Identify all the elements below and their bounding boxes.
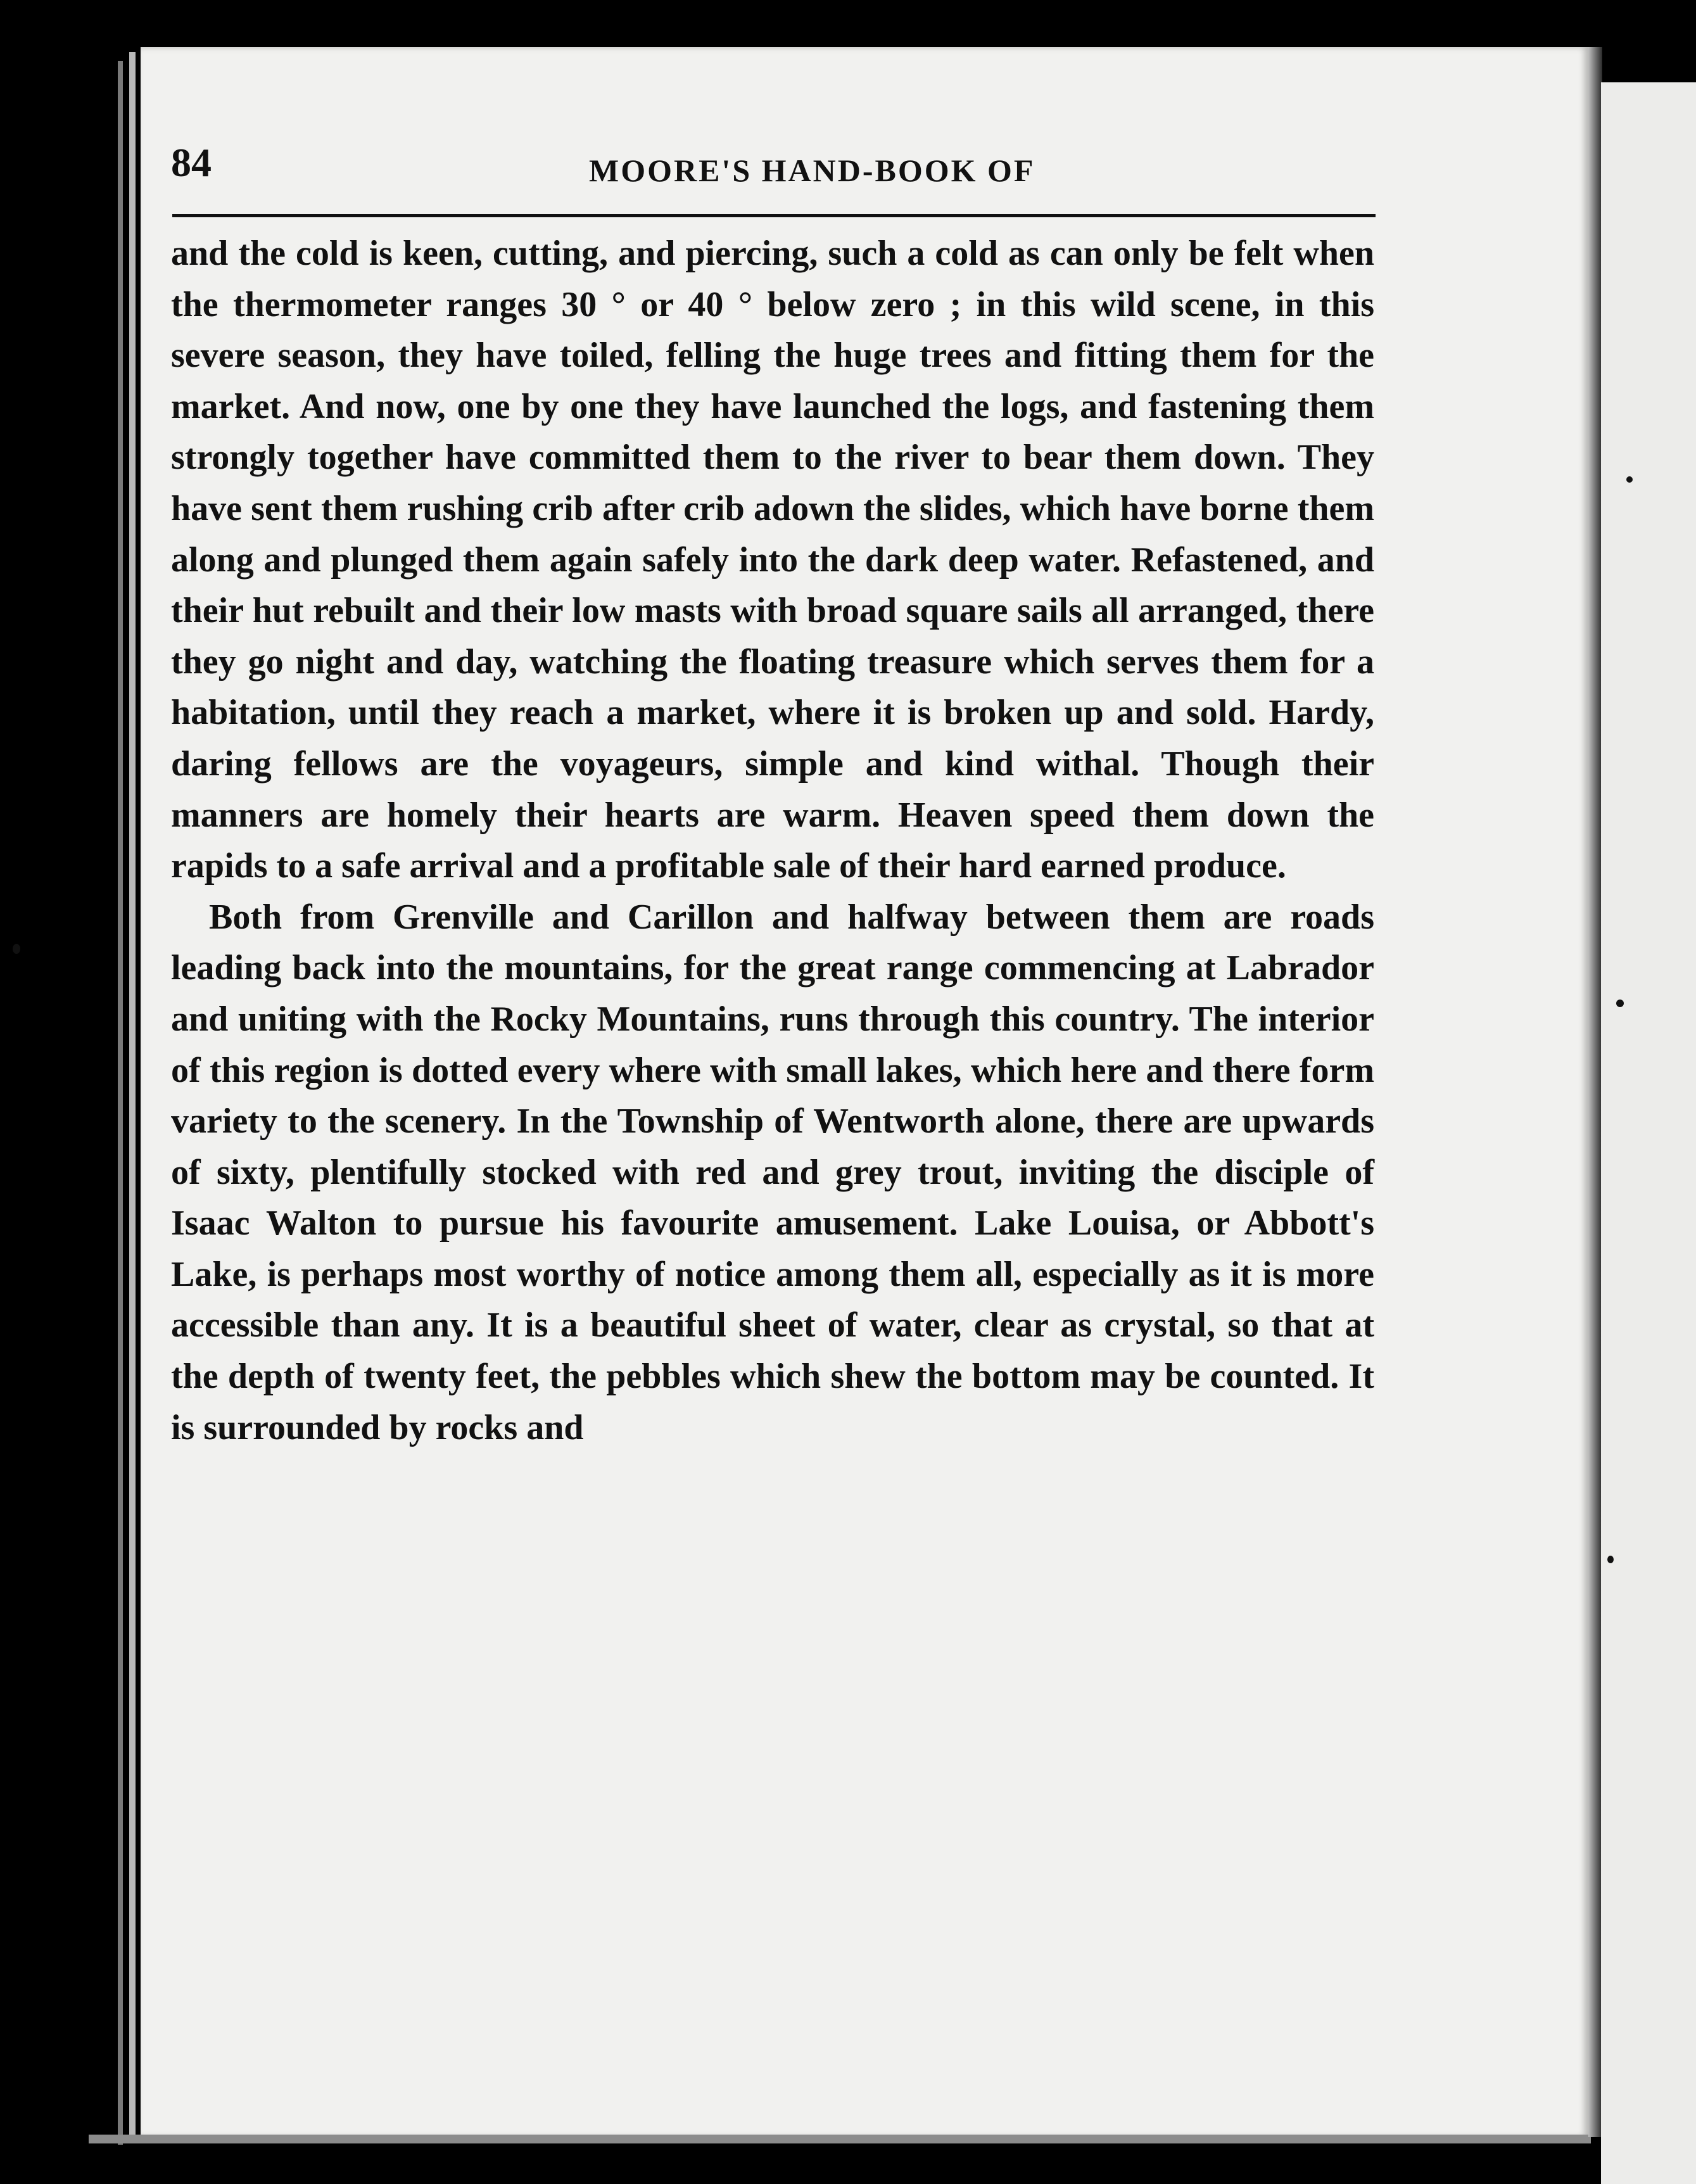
gutter-shadow <box>1588 47 1602 2137</box>
ink-speck <box>1626 476 1633 483</box>
page-edge <box>129 52 136 2142</box>
paragraph: and the cold is keen, cutting, and piercing, such a cold as can only be felt when the thermometer ranges 30 ° or 40 ° below zero ; in this wild scene, in this severe season, they have toiled, felling the huge trees and fitting them for the market. And now, one by one they have launched the logs, and fastening them strongly together have committed them to the river to bear them down. They have sent them rushing crib after crib adown the slides, which have borne them along and plunged them again safely into the dark deep water. Refastened, and their hut rebuilt and their low masts with broad square sails all arranged, there they go night and day, watching the floating treasure which serves them for a habitation, until they reach a market, where it is broken up and sold. Hardy, daring fellows are the voyageurs, simple and kind withal. Though their manners are homely their hearts are warm. Heaven speed them down the rapids to a safe arrival and a profitable sale of their hard earned produce. <box>171 234 1374 886</box>
page-edge <box>89 2135 1591 2143</box>
facing-page-edge <box>1601 82 1696 2184</box>
page-number: 84 <box>171 140 212 185</box>
body-text <box>171 228 1374 1453</box>
ink-speck <box>1616 1000 1624 1007</box>
paragraph: Both from Grenville and Carillon and halfway between them are roads leading back into the mountains, for the great range commencing at Labrador and uniting with the Rocky Mountains, runs through this country. The interior of this region is dotted every where with small lakes, which here and there form variety to the scenery. In the Township of Wentworth alone, there are upwards of sixty, plentifully stocked with red and grey trout, inviting the disciple of Isaac Walton to pursue his favourite amusement. Lake Louisa, or Abbott's Lake, is perhaps most worthy of notice among them all, especially as it is more accessible than any. It is a beautiful sheet of water, clear as crystal, so that at the depth of twenty feet, the pebbles which shew the bottom may be counted. It is surrounded by rocks and <box>171 897 1374 1447</box>
running-title: MOORE'S HAND-BOOK OF <box>589 153 1035 188</box>
running-head <box>171 139 1374 203</box>
page-edge <box>118 61 123 2145</box>
header-rule <box>172 214 1376 217</box>
ink-speck <box>1607 1556 1614 1563</box>
ink-speck <box>13 944 20 954</box>
